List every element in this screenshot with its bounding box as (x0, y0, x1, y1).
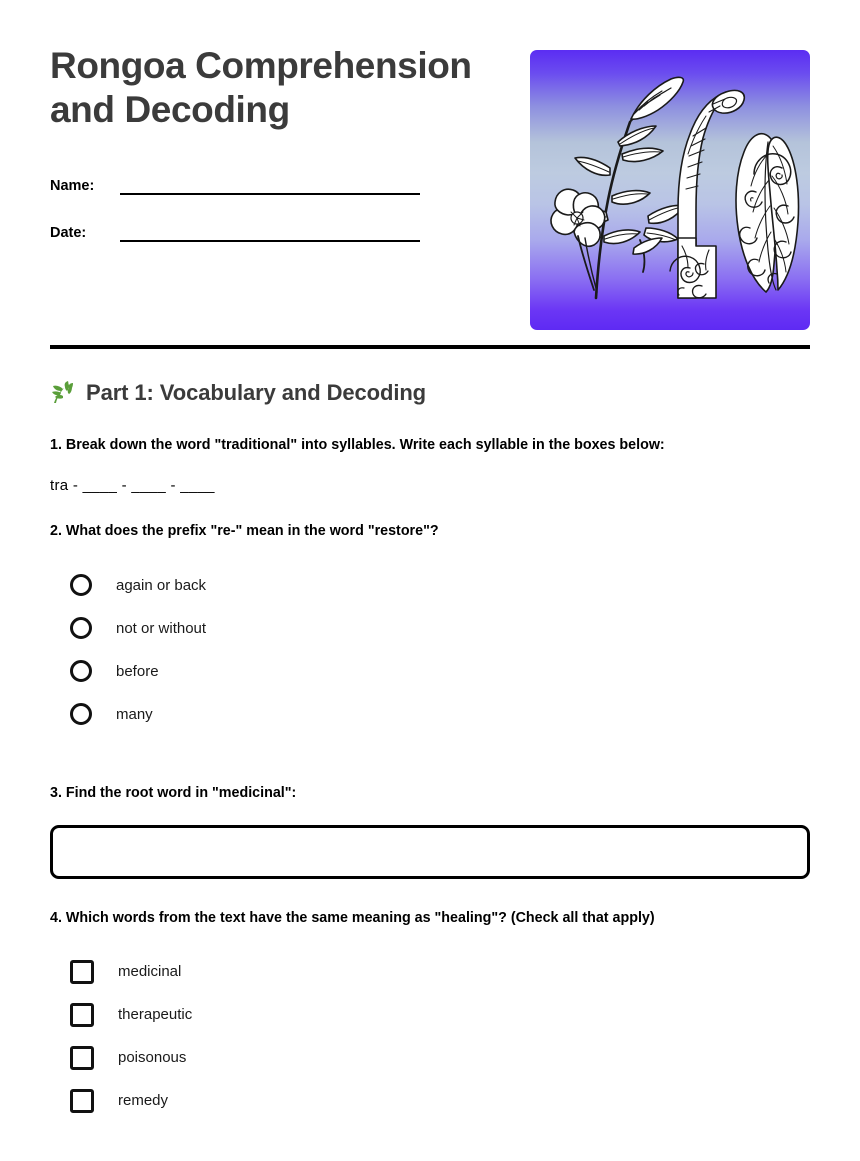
question-block-4 (50, 909, 810, 1122)
question-3-answer-box[interactable] (50, 825, 810, 879)
name-input-line[interactable] (120, 193, 420, 195)
question-2-options (70, 564, 810, 736)
checkbox-option-label: medicinal (118, 963, 182, 981)
question-block-3 (50, 784, 810, 879)
radio-option-many[interactable] (70, 693, 810, 736)
radio-button-icon[interactable] (70, 617, 92, 639)
date-input-line[interactable] (120, 240, 420, 242)
checkbox-option-label: poisonous (118, 1049, 187, 1067)
radio-button-icon[interactable] (70, 660, 92, 682)
student-info-fields (50, 163, 520, 242)
radio-option-label: not or without (116, 619, 207, 637)
worksheet-header (0, 0, 860, 300)
name-field-row (50, 163, 520, 195)
radio-option-label: before (116, 662, 159, 680)
checkbox-option-remedy[interactable] (70, 1079, 810, 1122)
question-block-2 (50, 522, 810, 735)
title-block (50, 44, 520, 242)
question-1-text: 1. Break down the word "traditional" into syllables. Write each syllable in the boxes below: (50, 437, 665, 453)
herb-leaf-icon (50, 380, 76, 406)
radio-option-label: again or back (116, 576, 207, 594)
name-field-label: Name: (50, 177, 95, 194)
syllable-answer-line[interactable]: tra - ____ - ____ - ____ (50, 477, 215, 495)
checkbox-option-therapeutic[interactable] (70, 993, 810, 1036)
page-title: Rongoa Comprehension and Decoding (50, 45, 472, 130)
checkbox-icon[interactable] (70, 1003, 94, 1027)
date-field-row (50, 210, 520, 242)
checkbox-option-label: therapeutic (118, 1006, 193, 1024)
radio-option-before[interactable] (70, 650, 810, 693)
radio-option-again-or-back[interactable] (70, 564, 810, 607)
question-block-1 (50, 436, 810, 494)
date-field-label: Date: (50, 224, 87, 241)
section-heading-part-1 (50, 380, 810, 406)
header-divider (50, 345, 810, 349)
radio-button-icon[interactable] (70, 703, 92, 725)
checkbox-icon[interactable] (70, 960, 94, 984)
question-3-text: 3. Find the root word in "medicinal": (50, 784, 297, 801)
checkbox-icon[interactable] (70, 1089, 94, 1113)
question-2-text: 2. What does the prefix "re-" mean in the word "restore"? (50, 523, 439, 540)
section-title: Part 1: Vocabulary and Decoding (86, 380, 427, 405)
checkbox-option-medicinal[interactable] (70, 950, 810, 993)
checkbox-icon[interactable] (70, 1046, 94, 1070)
worksheet-content (0, 380, 860, 1122)
rongoa-plants-illustration (530, 50, 810, 330)
radio-option-label: many (116, 705, 153, 723)
radio-option-not-or-without[interactable] (70, 607, 810, 650)
radio-button-icon[interactable] (70, 574, 92, 596)
checkbox-option-poisonous[interactable] (70, 1036, 810, 1079)
checkbox-option-label: remedy (118, 1092, 169, 1110)
question-4-text: 4. Which words from the text have the same meaning as "healing"? (Check all that apply) (50, 909, 655, 926)
question-4-options (70, 950, 810, 1122)
